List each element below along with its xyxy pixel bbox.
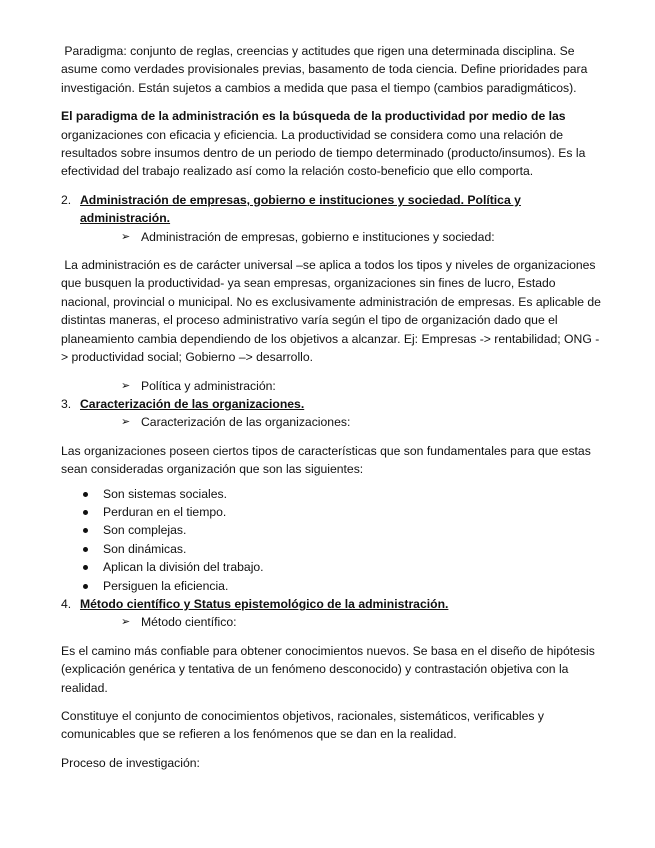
subitem-label: Caracterización de las organizaciones:: [141, 415, 351, 430]
bullet-dot-icon: [83, 510, 88, 515]
bullet-dot-icon: [83, 584, 88, 589]
section-number: 3.: [61, 396, 72, 411]
section-heading-2: [61, 191, 606, 228]
paragraph-bold-lead: El paradigma de la administración es la búsqueda de la productividad por medio de las: [61, 109, 566, 124]
bullet-dot-icon: [83, 565, 88, 570]
arrow-bullet-icon: ➢: [121, 616, 131, 629]
paragraph-proceso-investigacion: Proceso de investigación:: [61, 755, 200, 770]
arrow-bullet-icon: ➢: [121, 379, 131, 392]
subitem-label: Política y administración:: [141, 378, 276, 393]
list-item: Son sistemas sociales.: [61, 485, 606, 503]
list-item: Persiguen la eficiencia.: [61, 577, 606, 595]
section-heading-3: [61, 395, 606, 413]
bullet-dot-icon: [83, 528, 88, 533]
section-title: Método científico y Status epistemológico de la administración.: [80, 596, 449, 611]
document-page: [61, 42, 606, 772]
section-title: Caracterización de las organizaciones.: [80, 396, 305, 411]
list-item: Perduran en el tiempo.: [61, 503, 606, 521]
paragraph-conocimientos: Constituye el conjunto de conocimientos objetivos, racionales, sistemáticos, verificables y comunicables que se refieren a los fenómenos que se dan en la realidad.: [61, 709, 544, 742]
subitem-metodo-cientifico: [121, 613, 606, 631]
bullet-dot-icon: [83, 547, 88, 552]
paragraph-organizaciones: Las organizaciones poseen ciertos tipos de características que son fundamentales para que estas sean consideradas organización que son las siguientes:: [61, 443, 591, 477]
paragraph-rest: organizaciones con eficacia y eficiencia. La productividad se considera como una relación de resultados sobre insumos dentro de un periodo de tiempo determinado (producto/insumos). Es la efectividad del trabajo realizado así como la relación costo-beneficio que ello comporta.: [61, 127, 586, 179]
paragraph-paradigma-administracion: [61, 107, 606, 181]
bullet-dot-icon: [83, 492, 88, 497]
list-item: Aplican la división del trabajo.: [61, 558, 606, 576]
section-number: 2.: [61, 192, 72, 207]
section-title: Administración de empresas, gobierno e instituciones y sociedad. Política y administración.: [80, 192, 521, 226]
section-heading-4: [61, 595, 606, 613]
list-item: Son dinámicas.: [61, 540, 606, 558]
subitem-politica: [121, 377, 606, 395]
subitem-caracterizacion: [121, 413, 606, 431]
paragraph-administracion-universal-text: La administración es de carácter universal –se aplica a todos los tipos y niveles de organizaciones que busquen la productividad- ya sean empresas, organizaciones sin fines de lucro, Estado nacional, provincial o municipal. No es exclusivamente administración de empresas. Es aplicable de distintas maneras, el proceso administrativo varía según el tipo de organización dado que el planeamiento cambia dependiendo de los objetivos a alcanzar. Ej: Empresas -> rentabilidad; ONG -> productividad social; Gobierno –> desarrollo.: [61, 258, 601, 365]
arrow-bullet-icon: ➢: [121, 230, 131, 243]
arrow-bullet-icon: ➢: [121, 416, 131, 429]
paragraph-paradigma: [61, 42, 606, 97]
list-item: Son complejas.: [61, 521, 606, 539]
subitem-label: Método científico:: [141, 615, 237, 630]
subitem-label: Administración de empresas, gobierno e instituciones y sociedad:: [141, 229, 495, 244]
section-number: 4.: [61, 596, 72, 611]
characteristics-list: [61, 485, 606, 595]
paragraph-metodo: Es el camino más confiable para obtener conocimientos nuevos. Se basa en el diseño de hipótesis (explicación genérica y tentativa de un fenómeno desconocido) y contrastación objetiva con la realidad.: [61, 643, 595, 695]
subitem-administracion-empresas: [121, 228, 606, 246]
paragraph-paradigma-text: Paradigma: conjunto de reglas, creencias y actitudes que rigen una determinada disciplina. Se asume como verdades provisionales previas, basamento de toda ciencia. Define prioridades para investigación. Están sujetos a cambios a medida que pasa el tiempo (cambios paradigmáticos).: [61, 44, 588, 95]
paragraph-administracion-universal: [61, 256, 606, 366]
